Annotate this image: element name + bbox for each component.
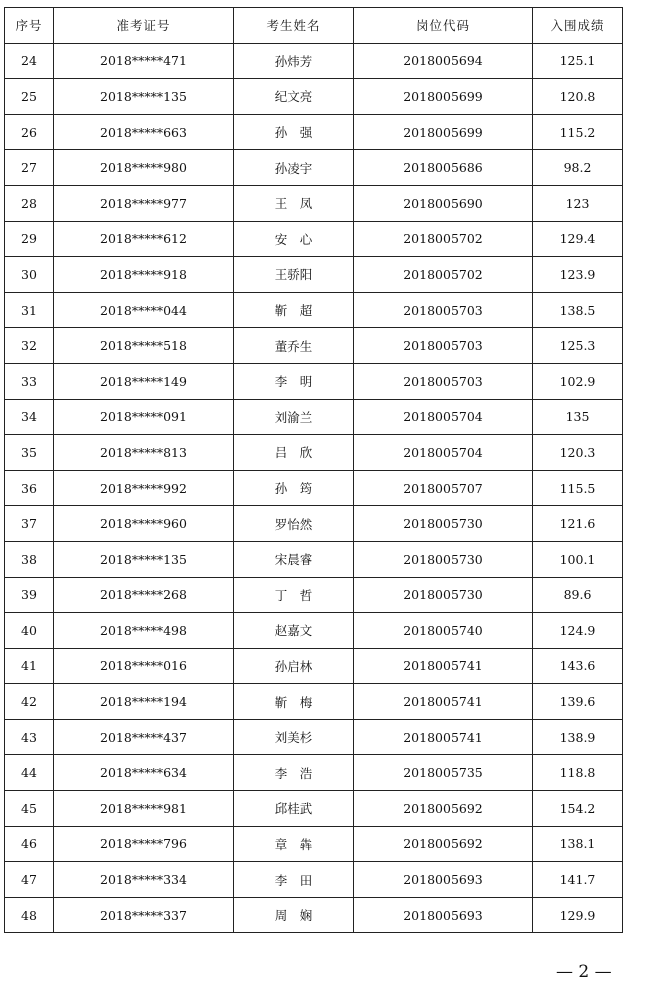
cell-candidate-name: 孙炜芳 (234, 43, 354, 79)
cell-position-code: 2018005699 (354, 79, 533, 115)
cell-qualifying-score: 125.3 (533, 328, 623, 364)
table-row (5, 470, 623, 506)
cell-admission-ticket: 2018*****960 (54, 506, 234, 542)
cell-position-code: 2018005692 (354, 826, 533, 862)
cell-candidate-name: 罗怡然 (234, 506, 354, 542)
cell-qualifying-score: 139.6 (533, 684, 623, 720)
table-row (5, 43, 623, 79)
cell-serial-number: 24 (5, 43, 54, 79)
cell-admission-ticket: 2018*****498 (54, 613, 234, 649)
table-body (5, 43, 623, 933)
cell-serial-number: 28 (5, 185, 54, 221)
cell-serial-number: 33 (5, 363, 54, 399)
cell-position-code: 2018005730 (354, 577, 533, 613)
cell-qualifying-score: 138.9 (533, 719, 623, 755)
cell-candidate-name: 丁 哲 (234, 577, 354, 613)
cell-qualifying-score: 129.9 (533, 897, 623, 933)
cell-candidate-name: 纪文亮 (234, 79, 354, 115)
cell-candidate-name: 邱桂武 (234, 791, 354, 827)
cell-position-code: 2018005699 (354, 114, 533, 150)
cell-qualifying-score: 115.2 (533, 114, 623, 150)
cell-candidate-name: 孙启林 (234, 648, 354, 684)
cell-candidate-name: 靳 梅 (234, 684, 354, 720)
cell-position-code: 2018005735 (354, 755, 533, 791)
cell-qualifying-score: 102.9 (533, 363, 623, 399)
cell-serial-number: 32 (5, 328, 54, 364)
cell-admission-ticket: 2018*****981 (54, 791, 234, 827)
table-row (5, 328, 623, 364)
cell-position-code: 2018005741 (354, 684, 533, 720)
cell-serial-number: 30 (5, 257, 54, 293)
cell-position-code: 2018005702 (354, 257, 533, 293)
cell-qualifying-score: 125.1 (533, 43, 623, 79)
cell-serial-number: 27 (5, 150, 54, 186)
cell-qualifying-score: 123.9 (533, 257, 623, 293)
cell-serial-number: 38 (5, 541, 54, 577)
cell-position-code: 2018005730 (354, 541, 533, 577)
cell-qualifying-score: 123 (533, 185, 623, 221)
cell-serial-number: 35 (5, 435, 54, 471)
cell-qualifying-score: 124.9 (533, 613, 623, 649)
cell-qualifying-score: 129.4 (533, 221, 623, 257)
cell-admission-ticket: 2018*****980 (54, 150, 234, 186)
cell-admission-ticket: 2018*****977 (54, 185, 234, 221)
table-row (5, 613, 623, 649)
table-row (5, 862, 623, 898)
table-row (5, 719, 623, 755)
cell-serial-number: 41 (5, 648, 54, 684)
cell-qualifying-score: 138.5 (533, 292, 623, 328)
cell-candidate-name: 周 娴 (234, 897, 354, 933)
cell-position-code: 2018005702 (354, 221, 533, 257)
cell-qualifying-score: 135 (533, 399, 623, 435)
cell-candidate-name: 李 浩 (234, 755, 354, 791)
cell-qualifying-score: 120.3 (533, 435, 623, 471)
table-row (5, 826, 623, 862)
cell-position-code: 2018005707 (354, 470, 533, 506)
cell-serial-number: 31 (5, 292, 54, 328)
cell-admission-ticket: 2018*****091 (54, 399, 234, 435)
cell-candidate-name: 吕 欣 (234, 435, 354, 471)
cell-qualifying-score: 120.8 (533, 79, 623, 115)
table-row (5, 506, 623, 542)
cell-admission-ticket: 2018*****044 (54, 292, 234, 328)
cell-admission-ticket: 2018*****796 (54, 826, 234, 862)
cell-position-code: 2018005704 (354, 435, 533, 471)
table-row (5, 185, 623, 221)
page-number: — 2 — (556, 962, 612, 982)
cell-admission-ticket: 2018*****337 (54, 897, 234, 933)
cell-position-code: 2018005694 (354, 43, 533, 79)
cell-qualifying-score: 141.7 (533, 862, 623, 898)
cell-candidate-name: 孙凌宇 (234, 150, 354, 186)
table-row (5, 684, 623, 720)
cell-serial-number: 29 (5, 221, 54, 257)
cell-candidate-name: 刘美杉 (234, 719, 354, 755)
cell-candidate-name: 王骄阳 (234, 257, 354, 293)
header-serial-number: 序号 (5, 8, 54, 44)
table-row (5, 791, 623, 827)
cell-candidate-name: 孙 筠 (234, 470, 354, 506)
cell-serial-number: 47 (5, 862, 54, 898)
cell-qualifying-score: 121.6 (533, 506, 623, 542)
cell-admission-ticket: 2018*****918 (54, 257, 234, 293)
cell-admission-ticket: 2018*****634 (54, 755, 234, 791)
cell-admission-ticket: 2018*****471 (54, 43, 234, 79)
header-candidate-name: 考生姓名 (234, 8, 354, 44)
cell-serial-number: 25 (5, 79, 54, 115)
cell-position-code: 2018005693 (354, 862, 533, 898)
cell-position-code: 2018005703 (354, 292, 533, 328)
cell-admission-ticket: 2018*****813 (54, 435, 234, 471)
cell-qualifying-score: 154.2 (533, 791, 623, 827)
table-row (5, 257, 623, 293)
cell-serial-number: 45 (5, 791, 54, 827)
cell-admission-ticket: 2018*****663 (54, 114, 234, 150)
cell-admission-ticket: 2018*****437 (54, 719, 234, 755)
cell-position-code: 2018005741 (354, 648, 533, 684)
cell-admission-ticket: 2018*****149 (54, 363, 234, 399)
cell-serial-number: 44 (5, 755, 54, 791)
cell-candidate-name: 董乔生 (234, 328, 354, 364)
header-admission-ticket: 准考证号 (54, 8, 234, 44)
table-row (5, 79, 623, 115)
table-row (5, 541, 623, 577)
cell-position-code: 2018005693 (354, 897, 533, 933)
cell-position-code: 2018005686 (354, 150, 533, 186)
table-row (5, 755, 623, 791)
cell-candidate-name: 王 凤 (234, 185, 354, 221)
cell-position-code: 2018005741 (354, 719, 533, 755)
cell-candidate-name: 刘渝兰 (234, 399, 354, 435)
cell-admission-ticket: 2018*****135 (54, 79, 234, 115)
cell-position-code: 2018005703 (354, 363, 533, 399)
table-row (5, 897, 623, 933)
cell-candidate-name: 宋晨睿 (234, 541, 354, 577)
cell-admission-ticket: 2018*****135 (54, 541, 234, 577)
cell-position-code: 2018005703 (354, 328, 533, 364)
table-row (5, 221, 623, 257)
cell-serial-number: 42 (5, 684, 54, 720)
cell-candidate-name: 李 田 (234, 862, 354, 898)
cell-serial-number: 48 (5, 897, 54, 933)
cell-qualifying-score: 98.2 (533, 150, 623, 186)
cell-admission-ticket: 2018*****268 (54, 577, 234, 613)
cell-serial-number: 46 (5, 826, 54, 862)
cell-serial-number: 26 (5, 114, 54, 150)
table-row (5, 114, 623, 150)
cell-admission-ticket: 2018*****992 (54, 470, 234, 506)
cell-position-code: 2018005692 (354, 791, 533, 827)
cell-qualifying-score: 89.6 (533, 577, 623, 613)
cell-serial-number: 40 (5, 613, 54, 649)
cell-admission-ticket: 2018*****016 (54, 648, 234, 684)
score-table (4, 7, 623, 933)
table-row (5, 292, 623, 328)
table-row (5, 363, 623, 399)
table-row (5, 150, 623, 186)
cell-admission-ticket: 2018*****194 (54, 684, 234, 720)
cell-position-code: 2018005740 (354, 613, 533, 649)
cell-qualifying-score: 118.8 (533, 755, 623, 791)
cell-admission-ticket: 2018*****334 (54, 862, 234, 898)
cell-serial-number: 39 (5, 577, 54, 613)
cell-position-code: 2018005730 (354, 506, 533, 542)
cell-qualifying-score: 100.1 (533, 541, 623, 577)
table-row (5, 435, 623, 471)
cell-candidate-name: 靳 超 (234, 292, 354, 328)
table-row (5, 577, 623, 613)
cell-candidate-name: 安 心 (234, 221, 354, 257)
cell-qualifying-score: 115.5 (533, 470, 623, 506)
table-header-row (5, 8, 623, 44)
cell-serial-number: 36 (5, 470, 54, 506)
header-qualifying-score: 入围成绩 (533, 8, 623, 44)
cell-position-code: 2018005690 (354, 185, 533, 221)
header-position-code: 岗位代码 (354, 8, 533, 44)
cell-serial-number: 37 (5, 506, 54, 542)
cell-candidate-name: 李 明 (234, 363, 354, 399)
cell-serial-number: 34 (5, 399, 54, 435)
cell-candidate-name: 赵嘉文 (234, 613, 354, 649)
cell-qualifying-score: 143.6 (533, 648, 623, 684)
cell-qualifying-score: 138.1 (533, 826, 623, 862)
table-row (5, 648, 623, 684)
cell-candidate-name: 章 犇 (234, 826, 354, 862)
cell-admission-ticket: 2018*****518 (54, 328, 234, 364)
cell-serial-number: 43 (5, 719, 54, 755)
table-row (5, 399, 623, 435)
cell-position-code: 2018005704 (354, 399, 533, 435)
cell-candidate-name: 孙 强 (234, 114, 354, 150)
cell-admission-ticket: 2018*****612 (54, 221, 234, 257)
